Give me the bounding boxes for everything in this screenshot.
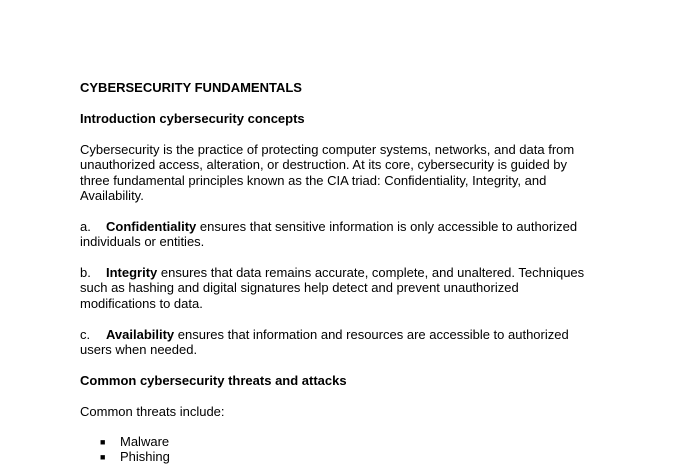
paragraph-line: three fundamental principles known as the CIA triad: Confidentiality, Integrity, and bbox=[80, 173, 547, 188]
square-bullet-icon: ■ bbox=[100, 437, 106, 447]
paragraph-line: modifications to data. bbox=[80, 296, 203, 311]
section-heading-introduction: Introduction cybersecurity concepts bbox=[80, 111, 305, 126]
term-availability: Availability bbox=[106, 327, 175, 342]
paragraph-line: Cybersecurity is the practice of protecting computer systems, networks, and data from bbox=[80, 142, 575, 157]
list-item-text: ensures that information and resources are accessible to authorized bbox=[174, 327, 569, 342]
list-item-first-line bbox=[80, 219, 577, 234]
list-item-first-line bbox=[80, 327, 569, 342]
term-confidentiality: Confidentiality bbox=[106, 219, 197, 234]
paragraph-line: individuals or entities. bbox=[80, 234, 205, 249]
list-item bbox=[100, 449, 170, 465]
list-marker: a. bbox=[80, 219, 91, 234]
section-heading-threats: Common cybersecurity threats and attacks bbox=[80, 373, 347, 388]
threats-lead-text: Common threats include: bbox=[80, 404, 225, 419]
document-title: CYBERSECURITY FUNDAMENTALS bbox=[80, 80, 302, 95]
paragraph-line: unauthorized access, alteration, or destruction. At its core, cybersecurity is guided by bbox=[80, 157, 568, 172]
list-marker: c. bbox=[80, 327, 91, 342]
list-item-text: ensures that data remains accurate, complete, and unaltered. Techniques bbox=[157, 265, 585, 280]
list-item bbox=[100, 434, 169, 450]
list-item-text: Phishing bbox=[120, 449, 170, 464]
list-marker: b. bbox=[80, 265, 91, 280]
paragraph-line: such as hashing and digital signatures help detect and prevent unauthorized bbox=[80, 280, 519, 295]
list-item-text: Malware bbox=[120, 434, 170, 449]
paragraph-line: users when needed. bbox=[80, 342, 198, 357]
square-bullet-icon: ■ bbox=[100, 452, 106, 462]
list-item-first-line bbox=[80, 265, 584, 280]
list-item-text: ensures that sensitive information is only accessible to authorized bbox=[196, 219, 578, 234]
term-integrity: Integrity bbox=[106, 265, 158, 280]
paragraph-line: Availability. bbox=[80, 188, 144, 203]
